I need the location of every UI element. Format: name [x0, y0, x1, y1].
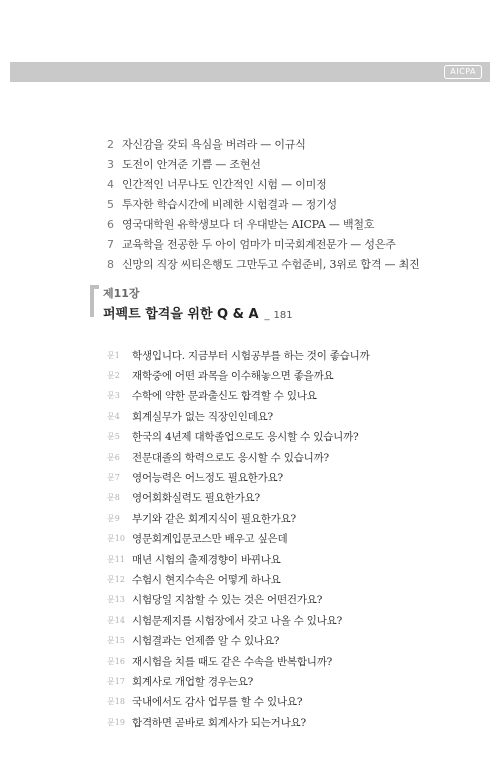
- qa-item: [107, 651, 447, 671]
- qa-item: [107, 549, 447, 569]
- toc-item: [107, 194, 467, 214]
- qa-item-question: 한국의 4년제 대학졸업으로도 응시할 수 있습니까?: [132, 431, 359, 444]
- qa-item-number: 문16: [107, 656, 125, 666]
- qa-item: [107, 590, 447, 610]
- qa-item: [107, 427, 447, 447]
- qa-item-question: 수험시 현지수속은 어떻게 하나요: [132, 573, 281, 586]
- qa-item-question: 회계실무가 없는 직장인인데요?: [132, 410, 273, 423]
- qa-item: [107, 508, 447, 528]
- qa-item-question: 시험결과는 언제쯤 알 수 있나요?: [132, 635, 280, 648]
- qa-item: [107, 712, 447, 732]
- qa-item-number: 문5: [107, 432, 120, 442]
- qa-item-number: 문18: [107, 697, 125, 707]
- qa-item-question: 재학중에 어떤 과목을 이수해놓으면 좋을까요: [132, 370, 334, 383]
- qa-item-number: 문1: [107, 350, 120, 360]
- qa-item: [107, 488, 447, 508]
- qa-item-question: 매년 시험의 출제경향이 바뀌나요: [132, 553, 281, 566]
- chapter-separator: _: [264, 310, 270, 321]
- toc-list: [107, 134, 467, 274]
- qa-item-question: 학생입니다. 지금부터 시험공부를 하는 것이 좋습니까: [132, 349, 370, 362]
- qa-item-number: 문2: [107, 371, 120, 381]
- qa-item: [107, 447, 447, 467]
- qa-item-question: 부기와 같은 회계지식이 필요한가요?: [132, 512, 296, 525]
- chapter-title: 퍼펙트 합격을 위한 Q & A: [103, 307, 259, 322]
- qa-item-number: 문11: [107, 554, 125, 564]
- toc-item-title: 교육학을 전공한 두 아이 엄마가 미국회계전문가 — 성은주: [122, 238, 396, 251]
- qa-item-number: 문19: [107, 717, 125, 727]
- qa-item-number: 문8: [107, 493, 120, 503]
- toc-item-number: 5: [107, 197, 114, 211]
- toc-item-title: 신망의 직장 씨티은행도 그만두고 수험준비, 3위로 합격 — 최진: [122, 258, 420, 271]
- qa-item-number: 문4: [107, 411, 120, 421]
- qa-item-question: 전문대졸의 학력으로도 응시할 수 있습니까?: [132, 451, 329, 464]
- toc-item-number: 7: [107, 237, 114, 251]
- qa-item-question: 영어회화실력도 필요한가요?: [132, 492, 260, 505]
- qa-item-number: 문9: [107, 513, 120, 523]
- qa-item: [107, 569, 447, 589]
- aicpa-logo: AICPA: [444, 65, 482, 79]
- chapter-page-number: 181: [273, 310, 293, 321]
- qa-item-number: 문14: [107, 615, 125, 625]
- toc-item-number: 6: [107, 217, 114, 231]
- toc-item: [107, 254, 467, 274]
- toc-item: [107, 154, 467, 174]
- qa-item: [107, 630, 447, 650]
- qa-item-question: 합격하면 곧바로 회계사가 되는거나요?: [132, 716, 306, 729]
- toc-item: [107, 234, 467, 254]
- toc-item-number: 8: [107, 257, 114, 271]
- toc-item-title: 인간적인 너무나도 인간적인 시험 — 이미정: [122, 178, 327, 191]
- chapter-title-line: [103, 303, 293, 322]
- toc-item-number: 4: [107, 177, 114, 191]
- qa-item: [107, 610, 447, 630]
- toc-item-title: 투자한 학습시간에 비례한 시험결과 — 정기성: [122, 198, 337, 211]
- qa-item-question: 수학에 약한 문과출신도 합격할 수 있나요: [132, 390, 317, 403]
- toc-item: [107, 214, 467, 234]
- chapter-heading: [90, 285, 390, 327]
- qa-item-number: 문6: [107, 452, 120, 462]
- qa-item-question: 회계사로 개업할 경우는요?: [132, 675, 254, 688]
- qa-item-number: 문17: [107, 676, 125, 686]
- qa-item-question: 시험당일 지참할 수 있는 것은 어떤건가요?: [132, 594, 323, 607]
- toc-item: [107, 174, 467, 194]
- toc-item-number: 3: [107, 157, 114, 171]
- qa-item: [107, 406, 447, 426]
- toc-item-title: 도전이 안겨준 기쁨 — 조현선: [122, 158, 261, 171]
- qa-item: [107, 386, 447, 406]
- qa-item-number: 문10: [107, 534, 125, 544]
- chapter-label: 제11장: [103, 287, 140, 300]
- qa-item-number: 문3: [107, 391, 120, 401]
- qa-item-question: 국내에서도 감사 업무를 할 수 있나요?: [132, 696, 303, 709]
- toc-item-title: 자신감을 갖되 욕심을 버려라 — 이규식: [122, 138, 306, 151]
- qa-item-number: 문15: [107, 636, 125, 646]
- qa-item-question: 영어능력은 어느정도 필요한가요?: [132, 472, 283, 485]
- qa-item: [107, 467, 447, 487]
- qa-item: [107, 529, 447, 549]
- qa-item-number: 문12: [107, 574, 125, 584]
- qa-item-question: 시험문제지를 시험장에서 갖고 나올 수 있나요?: [132, 614, 343, 627]
- qa-item: [107, 671, 447, 691]
- qa-list: [107, 345, 447, 732]
- qa-item: [107, 365, 447, 385]
- header-band: [10, 62, 490, 82]
- qa-item-number: 문13: [107, 595, 125, 605]
- qa-item: [107, 692, 447, 712]
- qa-item-question: 영문회계입문코스만 배우고 싶은데: [132, 533, 288, 546]
- chapter-bracket: [90, 285, 99, 317]
- toc-item-number: 2: [107, 137, 114, 151]
- toc-item-title: 영국대학원 유학생보다 더 우대받는 AICPA — 백철호: [122, 218, 375, 231]
- toc-item: [107, 134, 467, 154]
- qa-item: [107, 345, 447, 365]
- qa-item-question: 재시험을 치를 때도 같은 수속을 반복합니까?: [132, 655, 333, 668]
- qa-item-number: 문7: [107, 473, 120, 483]
